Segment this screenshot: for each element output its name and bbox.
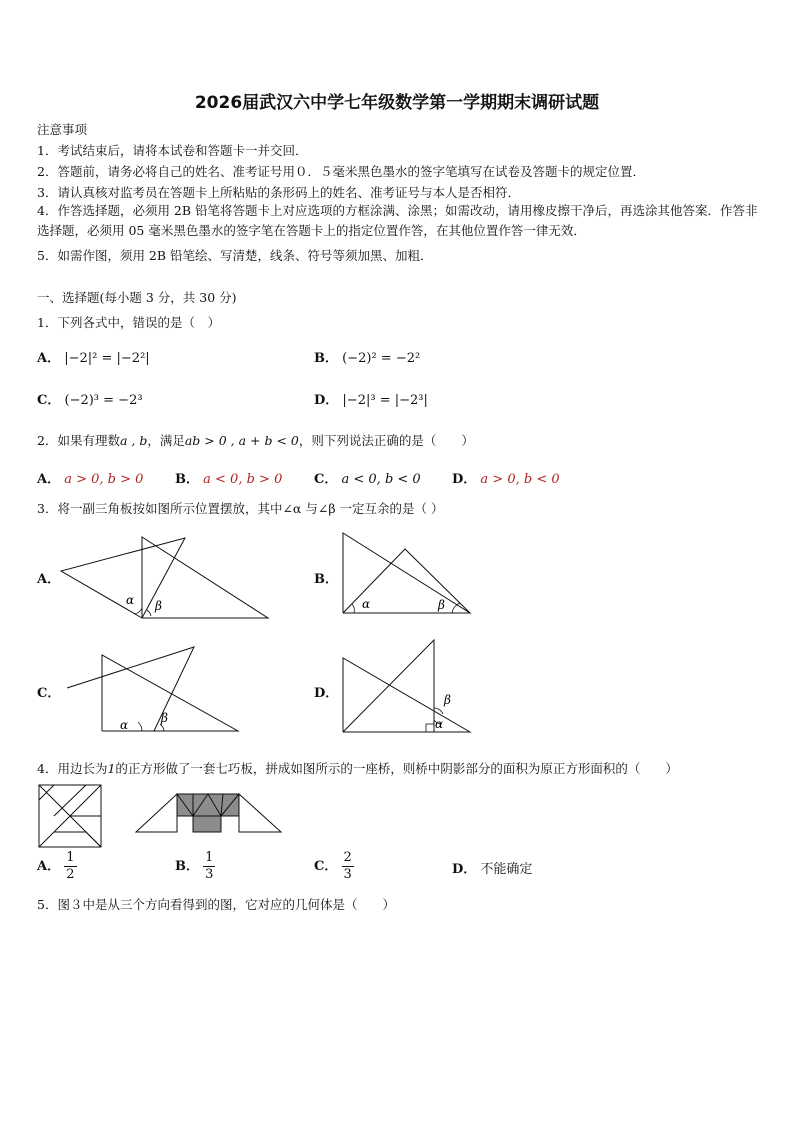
q1-option-c[interactable]: [37, 389, 143, 408]
q3-option-b-label[interactable]: B．: [314, 572, 338, 587]
q2-option-c[interactable]: [314, 468, 421, 487]
q1-option-a-expr: |−2|² = |−2²|: [64, 351, 150, 366]
q4-c-numerator: 2: [343, 850, 352, 865]
notice-item-5: 5．如需作图，须用 2B 铅笔绘、写清楚，线条、符号等须加黑、加粗．: [37, 248, 433, 263]
q3c-beta: β: [161, 711, 168, 725]
q2-stem: [37, 431, 474, 449]
q3a-beta: β: [155, 599, 162, 613]
q1-option-a[interactable]: [37, 347, 150, 366]
tangram-square-figure: [38, 784, 102, 848]
q2-option-c-expr: a < 0, b < 0: [341, 472, 421, 487]
q4-b-numerator: 1: [205, 850, 214, 865]
q4-a-denominator: 2: [66, 867, 75, 882]
q2-option-d[interactable]: [452, 468, 560, 487]
q4-option-d-text: 不能确定: [480, 862, 533, 877]
notice-item-1: 1．考试结束后，请将本试卷和答题卡一并交回．: [37, 143, 308, 158]
q2-option-c-label: C．: [314, 472, 338, 487]
q4-stem-num: 1: [107, 761, 116, 776]
q4-option-c-fraction: [342, 850, 354, 883]
notice-heading: 注意事项: [37, 122, 88, 137]
q2-stem-mid: ，满足: [147, 433, 185, 448]
notice-item-2: 2．答题前，请务必将自己的姓名、准考证号用０．５毫米黑色墨水的签字笔填写在试卷及答题卡的规定位置．: [37, 164, 645, 179]
q4-a-numerator: 1: [66, 850, 75, 865]
q4-option-c[interactable]: [314, 850, 354, 883]
q1-stem: 1．下列各式中，错误的是（ ）: [37, 315, 220, 330]
q1-option-d-label: D．: [314, 393, 339, 408]
q2-option-a-expr: a > 0, b > 0: [64, 472, 144, 487]
q4-option-d[interactable]: [452, 858, 532, 877]
q3-figure-a: [58, 534, 273, 622]
q3d-beta: β: [444, 693, 451, 707]
q2-option-b[interactable]: [175, 468, 282, 487]
q1-option-d[interactable]: [314, 389, 428, 408]
q2-stem-pre: 2．如果有理数: [37, 433, 120, 448]
notice-item-3: 3．请认真核对监考员在答题卡上所粘贴的条形码上的姓名、准考证号与本人是否相符．: [37, 185, 520, 200]
q2-option-a-label: A．: [37, 472, 61, 487]
q3d-alpha: α: [435, 717, 444, 731]
q3c-alpha: α: [120, 718, 129, 732]
q4-stem-pre: 4．用边长为: [37, 761, 108, 776]
q4-option-a-label: A．: [37, 859, 61, 874]
q4-option-d-label: D．: [452, 862, 477, 877]
q4-option-c-label: C．: [314, 859, 338, 874]
q3-figure-b: [340, 530, 475, 616]
q1-option-d-expr: |−2|³ = |−2³|: [342, 393, 428, 408]
q4-option-a-fraction: [64, 850, 76, 883]
q3-option-c-label[interactable]: C．: [37, 686, 61, 701]
q1-option-b[interactable]: [314, 347, 420, 366]
q2-stem-cond: ab > 0 , a + b < 0: [184, 433, 299, 448]
q1-option-b-expr: (−2)² = −2²: [342, 351, 421, 366]
q3b-alpha: α: [362, 597, 371, 611]
q3-option-d-label[interactable]: D．: [314, 686, 339, 701]
q3-figure-d: [340, 636, 475, 736]
q5-stem: 5．图３中是从三个方向看得到的图，它对应的几何体是（ ）: [37, 897, 395, 912]
q1-option-b-label: B．: [314, 351, 338, 366]
q4-b-denominator: 3: [205, 867, 214, 882]
q4-c-denominator: 3: [343, 867, 352, 882]
q2-option-d-expr: a > 0, b < 0: [480, 472, 560, 487]
q2-option-d-label: D．: [452, 472, 477, 487]
q2-stem-var: a , b: [119, 433, 148, 448]
section-heading: 一、选择题(每小题 3 分，共 30 分): [37, 290, 237, 305]
q1-option-c-label: C．: [37, 393, 61, 408]
q3b-beta: β: [438, 598, 445, 612]
q4-stem-post: 的正方形做了一套七巧板，拼成如图所示的一座桥，则桥中阴影部分的面积为原正方形面积的（ ）: [115, 761, 678, 776]
page-title: 2026届武汉六中学七年级数学第一学期期末调研试题: [194, 93, 600, 113]
q4-option-a[interactable]: [37, 850, 77, 883]
q4-option-b-label: B．: [175, 859, 199, 874]
q1-option-a-label: A．: [37, 351, 61, 366]
q1-option-c-expr: (−2)³ = −2³: [64, 393, 143, 408]
q2-option-a[interactable]: [37, 468, 143, 487]
q4-stem: [37, 759, 678, 777]
q3-figure-c: [64, 644, 244, 734]
q2-option-b-expr: a < 0, b > 0: [203, 472, 283, 487]
tangram-bridge-figure: [133, 791, 285, 835]
q2-stem-post: ，则下列说法正确的是（ ）: [298, 433, 474, 448]
notice-item-4: 4．作答选择题，必须用 2B 铅笔将答题卡上对应选项的方框涂满、涂黑；如需改动，请用橡皮擦干净后，再选涂其他答案．作答非选择题，必须用 05 毫米黑色墨水的签字笔在答题卡上的指定位置作答，在其他位置作答一律无效．: [37, 203, 758, 238]
q4-option-b[interactable]: [175, 850, 215, 883]
q3a-alpha: α: [126, 593, 135, 607]
q2-option-b-label: B．: [175, 472, 199, 487]
q3-stem: 3．将一副三角板按如图所示位置摆放，其中∠α 与∠β 一定互余的是（ ）: [37, 501, 444, 516]
q3-option-a-label[interactable]: A．: [37, 572, 61, 587]
q4-option-b-fraction: [203, 850, 215, 883]
